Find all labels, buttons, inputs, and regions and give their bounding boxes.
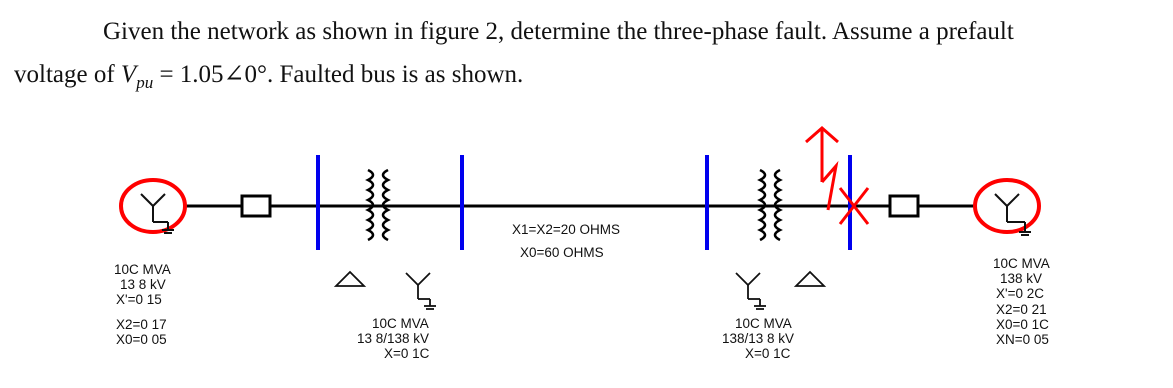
tx-right-line-0: 10C MVA	[735, 316, 792, 331]
gen-left-line-4: X0=0 05	[116, 332, 167, 347]
right-generator	[975, 180, 1039, 235]
line-parameters	[512, 222, 620, 260]
tx-right-line-2: X=0 1C	[745, 346, 791, 361]
statement-text-2a: voltage of	[14, 61, 121, 88]
delta-icon	[796, 272, 824, 286]
right-generator-parameters	[993, 256, 1050, 347]
grounded-wye-icon	[406, 273, 436, 309]
gen-left-line-3: X2=0 17	[116, 317, 167, 332]
delta-icon	[336, 272, 364, 286]
left-breaker-icon	[242, 196, 270, 216]
tx-left-line-1: 13 8/138 kV	[357, 331, 430, 346]
tx-right-line-1: 138/13 8 kV	[722, 331, 795, 346]
right-breaker-icon	[890, 196, 918, 216]
gen-right-line-5: XN=0 05	[996, 332, 1049, 347]
voltage-symbol: V	[120, 61, 137, 88]
gen-right-line-3: X2=0 21	[996, 302, 1047, 317]
gen-right-line-0: 10C MVA	[993, 256, 1050, 271]
statement-text-1: Given the network as shown in figure 2, determine the three-phase fault. Assume a prefault	[103, 18, 1014, 45]
line-label-positive: X1=X2=20 OHMS	[512, 222, 621, 237]
tx-left-line-0: 10C MVA	[372, 316, 429, 331]
statement-text-2b: . Faulted bus is as shown.	[267, 61, 524, 88]
prefault-voltage-value: = 1.05∠0°	[153, 61, 267, 88]
gen-right-line-1: 138 kV	[1000, 271, 1043, 286]
voltage-subscript: pu	[136, 73, 154, 92]
gen-right-line-2: X'=0 2C	[996, 286, 1044, 301]
gen-right-line-4: X0=0 1C	[996, 317, 1049, 332]
fault-symbol-icon	[806, 128, 868, 224]
left-transformer-parameters	[357, 316, 430, 361]
gen-left-line-2: X'=0 15	[116, 292, 162, 307]
tx-left-line-2: X=0 1C	[384, 346, 430, 361]
left-generator	[121, 180, 185, 233]
right-winding-symbols	[736, 272, 824, 309]
gen-left-line-0: 10C MVA	[114, 262, 171, 277]
gen-left-line-1: 13 8 kV	[120, 277, 166, 292]
left-generator-parameters	[114, 262, 171, 347]
right-transformer-parameters	[722, 316, 794, 361]
grounded-wye-icon	[736, 273, 766, 309]
left-winding-symbols	[336, 272, 436, 309]
line-label-zero: X0=60 OHMS	[520, 245, 604, 260]
